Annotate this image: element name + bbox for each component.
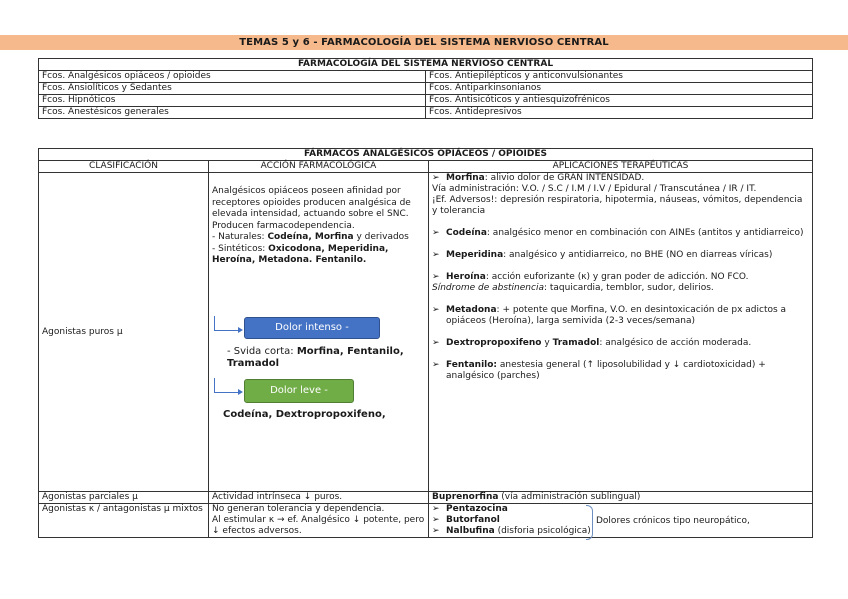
drug-name: Meperidina xyxy=(446,250,504,260)
index-cell: Fcos. Anestésicos generales xyxy=(39,107,426,119)
mixtos-accion-2: Al estimular κ → ef. Analgésico ↓ potente, pero ↓ efectos adversos. xyxy=(212,515,425,536)
drug-app: anestesia general (↑ liposolubilidad y ↓ cardiotoxicidad) + analgésico (parches) xyxy=(446,360,766,381)
drug-name: Heroína xyxy=(446,272,486,282)
list-item xyxy=(432,250,809,261)
opioids-table-title: FÁRMACOS ANALGÉSICOS OPIÁCEOS / OPIOIDES xyxy=(39,149,813,161)
accion-cell xyxy=(209,173,429,492)
aplicaciones-cell xyxy=(429,173,813,492)
drug-app: y xyxy=(541,338,553,348)
table-row xyxy=(39,95,813,107)
drug-app: : analgésico de acción moderada. xyxy=(599,338,752,348)
abstinencia xyxy=(432,283,809,294)
list-item xyxy=(432,228,809,239)
abstinencia-text: : taquicardia, temblor, sudor, delirios. xyxy=(543,283,714,293)
index-cell: Fcos. Antiparkinsonianos xyxy=(426,83,813,95)
vida-corta-drugs: Morfina, Fentanilo, Tramadol xyxy=(227,346,404,369)
table-row-agonistas-parciales xyxy=(39,492,813,504)
mixtos-accion: No generan tolerancia y dependencia. xyxy=(212,504,385,514)
list-item xyxy=(432,272,809,283)
accion-cell xyxy=(209,504,429,538)
drug-name: Fentanilo: xyxy=(446,360,498,370)
drug-app: : acción euforizante (κ) y gran poder de adicción. NO FCO. xyxy=(485,272,749,282)
clasificacion-cell: Agonistas κ / antagonistas μ mixtos xyxy=(39,504,209,538)
bracket-text: Dolores crónicos tipo neuropático, xyxy=(596,516,750,526)
bullet-arrow-icon: ➢ xyxy=(432,526,440,536)
clasificacion-cell: Agonistas puros μ xyxy=(39,173,209,492)
table-row-agonistas-puros xyxy=(39,173,813,492)
drug-name: Butorfanol xyxy=(446,515,500,525)
dolor-intenso-box: Dolor intenso - xyxy=(244,317,380,339)
list-item xyxy=(432,305,809,327)
connector-intenso xyxy=(214,316,239,331)
bullet-arrow-icon: ➢ xyxy=(432,250,440,260)
accion-intro: Analgésicos opiáceos poseen afinidad por receptores opioides producen analgésica de elevada intensidad, actuando sobre el SNC. Producen farmacodependencia. xyxy=(212,186,411,231)
accion-cell: Actividad intrínseca ↓ puros. xyxy=(209,492,429,504)
drug-name: Buprenorfina xyxy=(432,492,499,502)
drug-name: Metadona xyxy=(446,305,497,315)
drug-name: Tramadol xyxy=(552,338,600,348)
drug-app: (vía administración sublingual) xyxy=(498,492,641,502)
abstinencia-label: Síndrome de abstinencia xyxy=(432,283,544,293)
clasificacion-cell: Agonistas parciales μ xyxy=(39,492,209,504)
naturales-tail: y derivados xyxy=(353,232,409,242)
header-clasificacion: CLASIFICACIÓN xyxy=(39,161,209,173)
drug-app: : + potente que Morfina, V.O. en desintoxicación de px adictos a opiáceos (Heroína), larga semivida (2-3 veces/semana) xyxy=(446,305,787,326)
index-table xyxy=(38,58,813,119)
page-banner: TEMAS 5 y 6 - FARMACOLOGÍA DEL SISTEMA NERVIOSO CENTRAL xyxy=(0,35,848,50)
drug-app: : analgésico menor en combinación con AINEs (antitos y antidiarreico) xyxy=(486,228,804,238)
index-cell: Fcos. Hipnóticos xyxy=(39,95,426,107)
list-item xyxy=(432,338,809,349)
aplicaciones-cell xyxy=(429,492,813,504)
naturales-drugs: Codeína, Morfina xyxy=(267,232,354,242)
bullet-arrow-icon: ➢ xyxy=(432,360,440,370)
drug-name: Dextropropoxifeno xyxy=(446,338,542,348)
table-row-mixtos xyxy=(39,504,813,538)
bracket-icon xyxy=(586,505,593,540)
drug-app: : alivio dolor de GRAN INTENSIDAD. xyxy=(484,173,645,183)
opioids-table xyxy=(38,148,813,538)
vida-corta-text xyxy=(227,346,427,370)
index-cell: Fcos. Antisicóticos y antiesquizofrénicos xyxy=(426,95,813,107)
index-cell: Fcos. Ansiolíticos y Sedantes xyxy=(39,83,426,95)
aplicaciones-cell xyxy=(429,504,813,538)
connector-arrow-icon xyxy=(238,389,243,395)
list-item xyxy=(432,504,809,515)
connector-arrow-icon xyxy=(238,327,243,333)
bullet-arrow-icon: ➢ xyxy=(432,228,440,238)
drug-name: Codeína xyxy=(446,228,487,238)
table-row xyxy=(39,107,813,119)
bullet-arrow-icon: ➢ xyxy=(432,173,440,183)
sinteticos-label: - Sintéticos: xyxy=(212,243,269,254)
naturales-label: - Naturales: xyxy=(212,232,268,242)
leve-drugs: Codeína, Dextropropoxifeno, xyxy=(223,409,386,420)
index-table-title: FARMACOLOGÍA DEL SISTEMA NERVIOSO CENTRAL xyxy=(39,59,813,71)
bullet-arrow-icon: ➢ xyxy=(432,504,440,514)
efectos-adversos: ¡Ef. Adversos!: depresión respiratoria, hipotermia, náuseas, vómitos, dependencia y tolerancia xyxy=(432,195,803,216)
bullet-arrow-icon: ➢ xyxy=(432,338,440,348)
list-item xyxy=(432,173,809,184)
drug-name: Nalbufina xyxy=(446,526,495,536)
via-admin: Vía administración: V.O. / S.C / I.M / I.V / Epidural / Transcutánea / IR / IT. xyxy=(432,184,757,194)
index-cell: Fcos. Analgésicos opiáceos / opioides xyxy=(39,71,426,83)
table-row xyxy=(39,83,813,95)
drug-app: : analgésico y antidiarreico, no BHE (NO en diarreas víricas) xyxy=(503,250,773,260)
index-cell: Fcos. Antidepresivos xyxy=(426,107,813,119)
table-row xyxy=(39,71,813,83)
drug-name: Pentazocina xyxy=(446,504,508,514)
header-aplicaciones: APLICACIONES TERAPÉUTICAS xyxy=(429,161,813,173)
nalbufina-note: (disforia psicológica) xyxy=(494,526,591,536)
header-accion: ACCIÓN FARMACOLÓGICA xyxy=(209,161,429,173)
bullet-arrow-icon: ➢ xyxy=(432,272,440,282)
index-cell: Fcos. Antiepilépticos y anticonvulsionantes xyxy=(426,71,813,83)
sinteticos-drugs: Oxicodona, Meperidina, Heroína, Metadona. Fentanilo. xyxy=(212,243,389,265)
list-item xyxy=(432,526,809,537)
bullet-arrow-icon: ➢ xyxy=(432,515,440,525)
list-item xyxy=(432,360,809,382)
connector-leve xyxy=(214,378,239,393)
dolor-leve-box: Dolor leve - xyxy=(244,379,354,403)
drug-name: Morfina xyxy=(446,173,485,183)
bullet-arrow-icon: ➢ xyxy=(432,305,440,315)
vida-corta-label: - Svida corta: xyxy=(227,346,297,357)
